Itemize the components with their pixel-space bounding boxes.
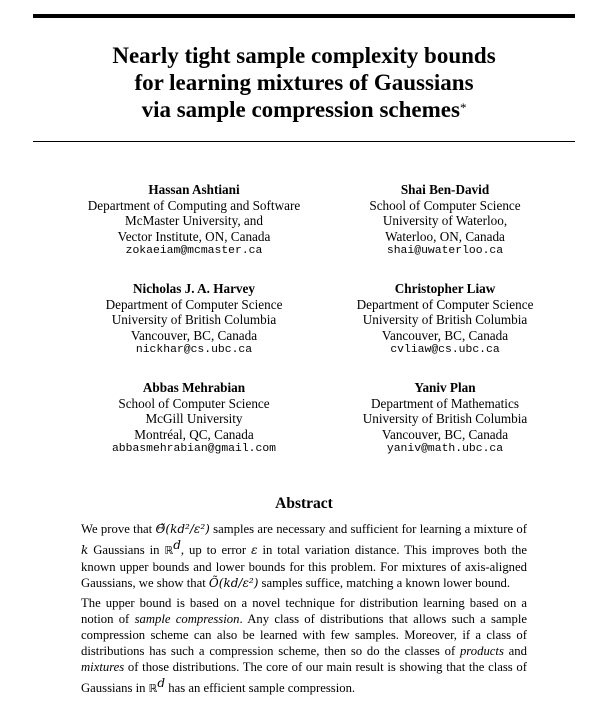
abstract-paragraph	[81, 521, 527, 591]
author-name: Nicholas J. A. Harvey	[133, 281, 255, 296]
author-name: Abbas Mehrabian	[142, 380, 246, 395]
title-rule	[33, 141, 575, 142]
author-affiliation: Vancouver, BC, Canada	[381, 327, 509, 343]
author-block	[315, 182, 575, 260]
abstract-heading: Abstract	[275, 495, 333, 512]
abstract-body	[81, 521, 527, 697]
abstract-text: samples suffice, matching a known lower bound.	[258, 576, 511, 591]
author-block	[315, 281, 575, 359]
title-line-1: Nearly tight sample complexity bounds	[112, 43, 496, 68]
author-email: yaniv@math.ubc.ca	[386, 443, 504, 456]
math-reals: ℝ	[148, 682, 158, 696]
author-affiliation: Department of Computer Science	[356, 296, 534, 312]
author-affiliation: Department of Computing and Software	[87, 197, 301, 213]
title-line-3	[33, 96, 575, 123]
abstract-text: , up to error	[180, 543, 252, 558]
abstract-paragraph	[81, 595, 527, 697]
author-name: Hassan Ashtiani	[148, 182, 240, 197]
author-block	[64, 182, 324, 260]
author-block	[64, 380, 324, 458]
author-affiliation: Vancouver, BC, Canada	[130, 327, 258, 343]
author-affiliation: Department of Mathematics	[371, 395, 519, 411]
math-dim-d: d	[173, 538, 181, 552]
author-affiliation: School of Computer Science	[369, 197, 521, 213]
emphasis-mixtures: mixtures	[81, 660, 125, 675]
title-footnote-mark: *	[459, 100, 467, 115]
author-name: Christopher Liaw	[394, 281, 496, 296]
author-affiliation: University of British Columbia	[111, 312, 277, 328]
author-affiliation: Waterloo, ON, Canada	[385, 228, 505, 244]
author-email: abbasmehrabian@gmail.com	[111, 443, 277, 456]
emphasis-products: products	[459, 644, 504, 659]
abstract-text: Gaussians in	[88, 543, 165, 558]
author-affiliation: Montréal, QC, Canada	[134, 426, 254, 442]
abstract-text: samples are necessary and sufficient for learning a mixture of	[209, 522, 527, 536]
author-affiliation: University of Waterloo,	[382, 213, 508, 229]
paper-title	[33, 42, 575, 123]
author-affiliation: University of British Columbia	[362, 312, 528, 328]
math-k: k	[81, 543, 89, 558]
author-email: nickhar@cs.ubc.ca	[135, 344, 253, 357]
author-affiliation: Vector Institute, ON, Canada	[117, 228, 271, 244]
abstract-text: in total variation distance. This improves both the known upper bounds and lower bounds for this problem. For mixtures of axis-aligned Gaussians, we show that	[81, 543, 527, 591]
math-sample-bound: Θ̃(kd²/ε²)	[155, 522, 210, 536]
abstract-text: and	[503, 644, 527, 659]
author-name: Yaniv Plan	[414, 380, 476, 395]
author-affiliation: Department of Computer Science	[105, 296, 283, 312]
abstract-text: of those distributions. The core of our main result is showing that the class of Gaussians in	[81, 660, 527, 696]
author-block	[315, 380, 575, 458]
abstract-text: The upper bound is based on a novel technique for distribution learning based on a notion of	[81, 596, 527, 627]
math-axis-aligned-bound: Õ(kd/ε²)	[208, 576, 259, 591]
top-rule	[33, 14, 575, 18]
author-affiliation: School of Computer Science	[118, 395, 270, 411]
author-email: shai@uwaterloo.ca	[386, 245, 504, 258]
title-line-2: for learning mixtures of Gaussians	[134, 70, 474, 95]
abstract-text: . Any class of distributions that allows such a sample compression scheme can also be learned with few samples. Moreover, if a class of distributions has such a compression scheme, then so do the classes of	[81, 612, 527, 659]
abstract-text: has an efficient sample compression.	[165, 681, 356, 696]
author-affiliation: University of British Columbia	[362, 411, 528, 427]
author-affiliation: Vancouver, BC, Canada	[381, 426, 509, 442]
math-epsilon: ε	[251, 543, 258, 558]
title-line-3-text: via sample compression schemes	[141, 97, 460, 122]
author-email: zokaeiam@mcmaster.ca	[125, 245, 263, 258]
author-block	[64, 281, 324, 359]
math-reals: ℝ	[164, 544, 174, 558]
emphasis-sample-compression: sample compression	[134, 612, 240, 627]
author-email: cvliaw@cs.ubc.ca	[390, 344, 500, 357]
author-affiliation: McMaster University, and	[125, 213, 263, 229]
author-affiliation: McGill University	[145, 411, 243, 427]
abstract-text: We prove that	[81, 522, 156, 536]
math-dim-d: d	[157, 676, 166, 691]
author-name: Shai Ben-David	[400, 182, 490, 197]
